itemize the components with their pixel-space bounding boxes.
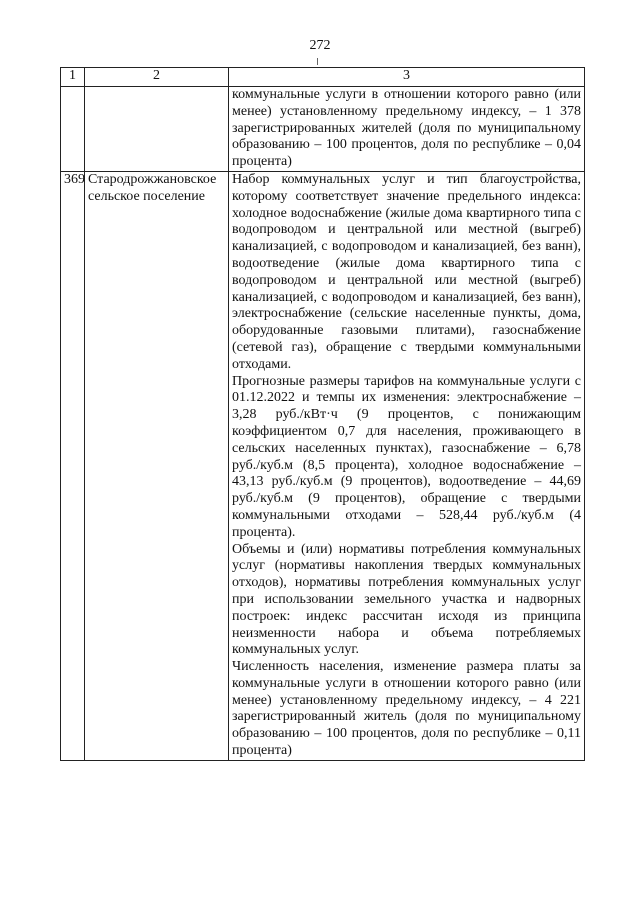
paragraph-population: Численность населения, изменение размера платы за коммунальные услуги в отношении которого равно (или менее) установленному предельному индексу, – 4 221 зарегистрированный житель (доля по муниципальному образованию – 100 процентов, доля по республике – 0,11 процента)	[232, 659, 581, 759]
settlement-name-cell: Стародрожжановское сельское поселение	[85, 171, 229, 760]
row-number-cell: 369	[61, 171, 85, 760]
header-col-1: 1	[61, 68, 85, 87]
paragraph-services-set: Набор коммунальных услуг и тип благоустройства, которому соответствует значение предельного индекса: холодное водоснабжение (жилые дома квартирного типа с водопроводом и центральной или местной (выгреб) канализацией, с водопроводом и канализацией, без ванн), водоотведение (жилые дома квартирного типа с водопроводом и центральной или местной (выгреб) канализацией, с водопроводом и канализацией, без ванн), электроснабжение (сельские населенные пункты, дома, оборудованные газовыми плитами), газоснабжение (сетевой газ), обращение с твердыми коммунальными отходами.	[232, 171, 581, 372]
table-header-row	[61, 68, 585, 87]
continuation-text-cell: коммунальные услуги в отношении которого равно (или менее) установленному предельному индексу, – 1 378 зарегистрированных жителей (доля по муниципальному образованию – 100 процентов, доля по республике – 0,04 процента)	[229, 87, 585, 172]
table-row-continuation	[61, 87, 585, 172]
paragraph-tariffs: Прогнозные размеры тарифов на коммунальные услуги с 01.12.2022 и темпы их изменения: электроснабжение – 3,28 руб./кВт·ч (9 процентов, с понижающим коэффициентом 0,7 для населения, проживающего в сельских населенных пунктах), газоснабжение – 6,78 руб./куб.м (8,5 процента), холодное водоснабжение – 43,13 руб./куб.м (9 процентов), водоотведение – 44,69 руб./куб.м (9 процентов), обращение с твердыми коммунальными отходами – 528,44 руб./куб.м (4 процента).	[232, 373, 581, 540]
continuation-name-cell	[85, 87, 229, 172]
description-cell	[229, 171, 585, 760]
table-row-369	[61, 171, 585, 760]
continuation-number-cell	[61, 87, 85, 172]
paragraph-volumes: Объемы и (или) нормативы потребления коммунальных услуг (нормативы накопления твердых коммунальных отходов), нормативы потребления коммунальных услуг при использовании земельного участка и надворных построек: индекс рассчитан исходя из принципа неизменности набора и объема потребляемых коммунальных услуг.	[232, 541, 581, 658]
margin-mark	[317, 58, 318, 65]
page-number: 272	[309, 38, 331, 53]
tariff-table	[60, 67, 585, 761]
header-col-2: 2	[85, 68, 229, 87]
header-col-3: 3	[229, 68, 585, 87]
